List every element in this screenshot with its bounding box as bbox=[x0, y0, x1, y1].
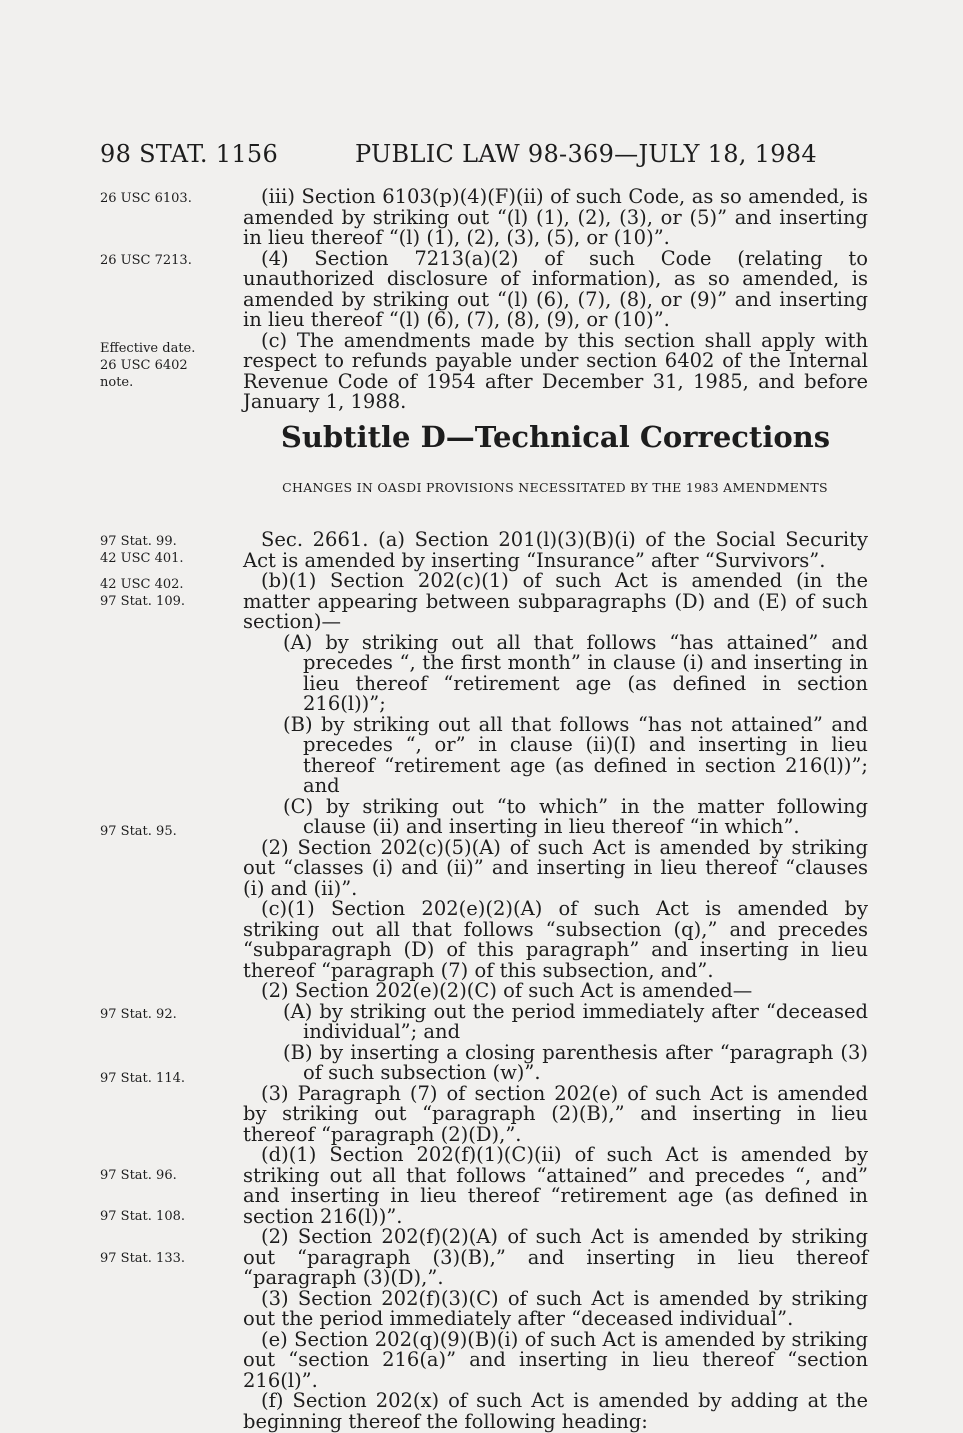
section-2661: Sec. 2661. (a) Section 201(l)(3)(B)(i) of the Social Security Act is amended by inserting “Insurance” after “Survivors”. bbox=[243, 528, 868, 572]
margin-note: 97 Stat. 109. bbox=[100, 594, 185, 609]
paragraph-b1: (b)(1) Section 202(c)(1) of such Act is amended (in the matter appearing between subparagraphs (D) and (E) of such section)— bbox=[243, 569, 868, 633]
margin-note: note. bbox=[100, 375, 134, 390]
margin-note: 97 Stat. 95. bbox=[100, 824, 177, 839]
paragraph-c2A: (A) by striking out the period immediately after “deceased individual”; and bbox=[283, 999, 868, 1043]
paragraph-b1B: (B) by striking out all that follows “has not attained” and precedes “, or” in clause (ii)(I) and inserting in lieu thereof “retirement age (as defined in section 216(l))”; and bbox=[283, 712, 868, 797]
page-reference: 98 STAT. 1156 bbox=[100, 140, 279, 168]
margin-note: 97 Stat. 96. bbox=[100, 1168, 177, 1183]
paragraph-d3: (3) Section 202(f)(3)(C) of such Act is amended by striking out the period immediately after “deceased individual”. bbox=[243, 1286, 868, 1330]
paragraph-c2B: (B) by inserting a closing parenthesis after “paragraph (3) of such subsection (w)”. bbox=[283, 1040, 868, 1084]
paragraph-4: (4) Section 7213(a)(2) of such Code (relating to unauthorized disclosure of information), as so amended, is amended by striking out “(l) (6), (7), (8), or (9)” and inserting in lieu thereof “(l) (6), (7), (8), (9), or (10)”. bbox=[243, 246, 868, 331]
margin-note: 97 Stat. 114. bbox=[100, 1071, 185, 1086]
paragraph-c1: (c)(1) Section 202(e)(2)(A) of such Act is amended by striking out all that follows “subsection (q),” and precedes “subparagraph (D) of this paragraph” and inserting in lieu thereof “paragraph (7) of this subsection, and”. bbox=[243, 897, 868, 982]
paragraph-f: (f) Section 202(x) of such Act is amended by adding at the beginning thereof the following heading: bbox=[243, 1389, 868, 1433]
margin-note: 26 USC 7213. bbox=[100, 253, 192, 268]
margin-note: 26 USC 6402 bbox=[100, 358, 188, 373]
margin-note: 42 USC 402. bbox=[100, 577, 184, 592]
margin-note: 97 Stat. 108. bbox=[100, 1209, 185, 1224]
paragraph-c: (c) The amendments made by this section shall apply with respect to refunds payable under section 6402 of the Internal Revenue Code of 1954 after December 31, 1985, and before January 1, 1988. bbox=[243, 328, 868, 413]
paragraph-c2: (2) Section 202(e)(2)(C) of such Act is amended— bbox=[261, 979, 753, 1002]
margin-note: 97 Stat. 92. bbox=[100, 1007, 177, 1022]
subtitle-heading: Subtitle D—Technical Corrections bbox=[280, 420, 831, 454]
margin-note: 26 USC 6103. bbox=[100, 191, 192, 206]
paragraph-d2: (2) Section 202(f)(2)(A) of such Act is amended by striking out “paragraph (3)(B),” and inserting in lieu thereof “paragraph (3)(D),”. bbox=[243, 1225, 868, 1289]
paragraph-iii: (iii) Section 6103(p)(4)(F)(ii) of such Code, as so amended, is amended by striking out “(l) (1), (2), (3), or (5)” and inserting in lieu thereof “(l) (1), (2), (3), (5), or (10)”. bbox=[243, 185, 868, 249]
paragraph-d1: (d)(1) Section 202(f)(1)(C)(ii) of such Act is amended by striking out all that follows “attained” and precedes “, and” and inserting in lieu thereof “retirement age (as defined in section 216(l))”. bbox=[243, 1143, 868, 1228]
paragraph-b1A: (A) by striking out all that follows “has attained” and precedes “, the first month” in clause (i) and inserting in lieu thereof “retirement age (as defined in section 216(l))”; bbox=[283, 630, 868, 715]
margin-note: 97 Stat. 99. bbox=[100, 534, 177, 549]
paragraph-b1C: (C) by striking out “to which” in the matter following clause (ii) and inserting in lieu thereof “in which”. bbox=[283, 794, 868, 838]
margin-note: 42 USC 401. bbox=[100, 551, 184, 566]
page-title: PUBLIC LAW 98-369—JULY 18, 1984 bbox=[355, 140, 817, 168]
paragraph-e: (e) Section 202(q)(9)(B)(i) of such Act is amended by striking out “section 216(a)” and inserting in lieu thereof “section 216(l)”. bbox=[243, 1327, 868, 1392]
margin-note: Effective date. bbox=[100, 341, 196, 356]
margin-note: 97 Stat. 133. bbox=[100, 1251, 185, 1266]
paragraph-c3: (3) Paragraph (7) of section 202(e) of such Act is amended by striking out “paragraph (2)(B),” and inserting in lieu thereof “paragraph (2)(D),”. bbox=[243, 1081, 868, 1146]
paragraph-b2: (2) Section 202(c)(5)(A) of such Act is amended by striking out “classes (i) and (ii)” and inserting in lieu thereof “clauses (i) and (ii)”. bbox=[243, 835, 868, 900]
section-caption: CHANGES IN OASDI PROVISIONS NECESSITATED BY THE 1983 AMENDMENTS bbox=[282, 480, 828, 495]
body-text-main bbox=[243, 530, 868, 1432]
body-text-top bbox=[243, 187, 868, 413]
